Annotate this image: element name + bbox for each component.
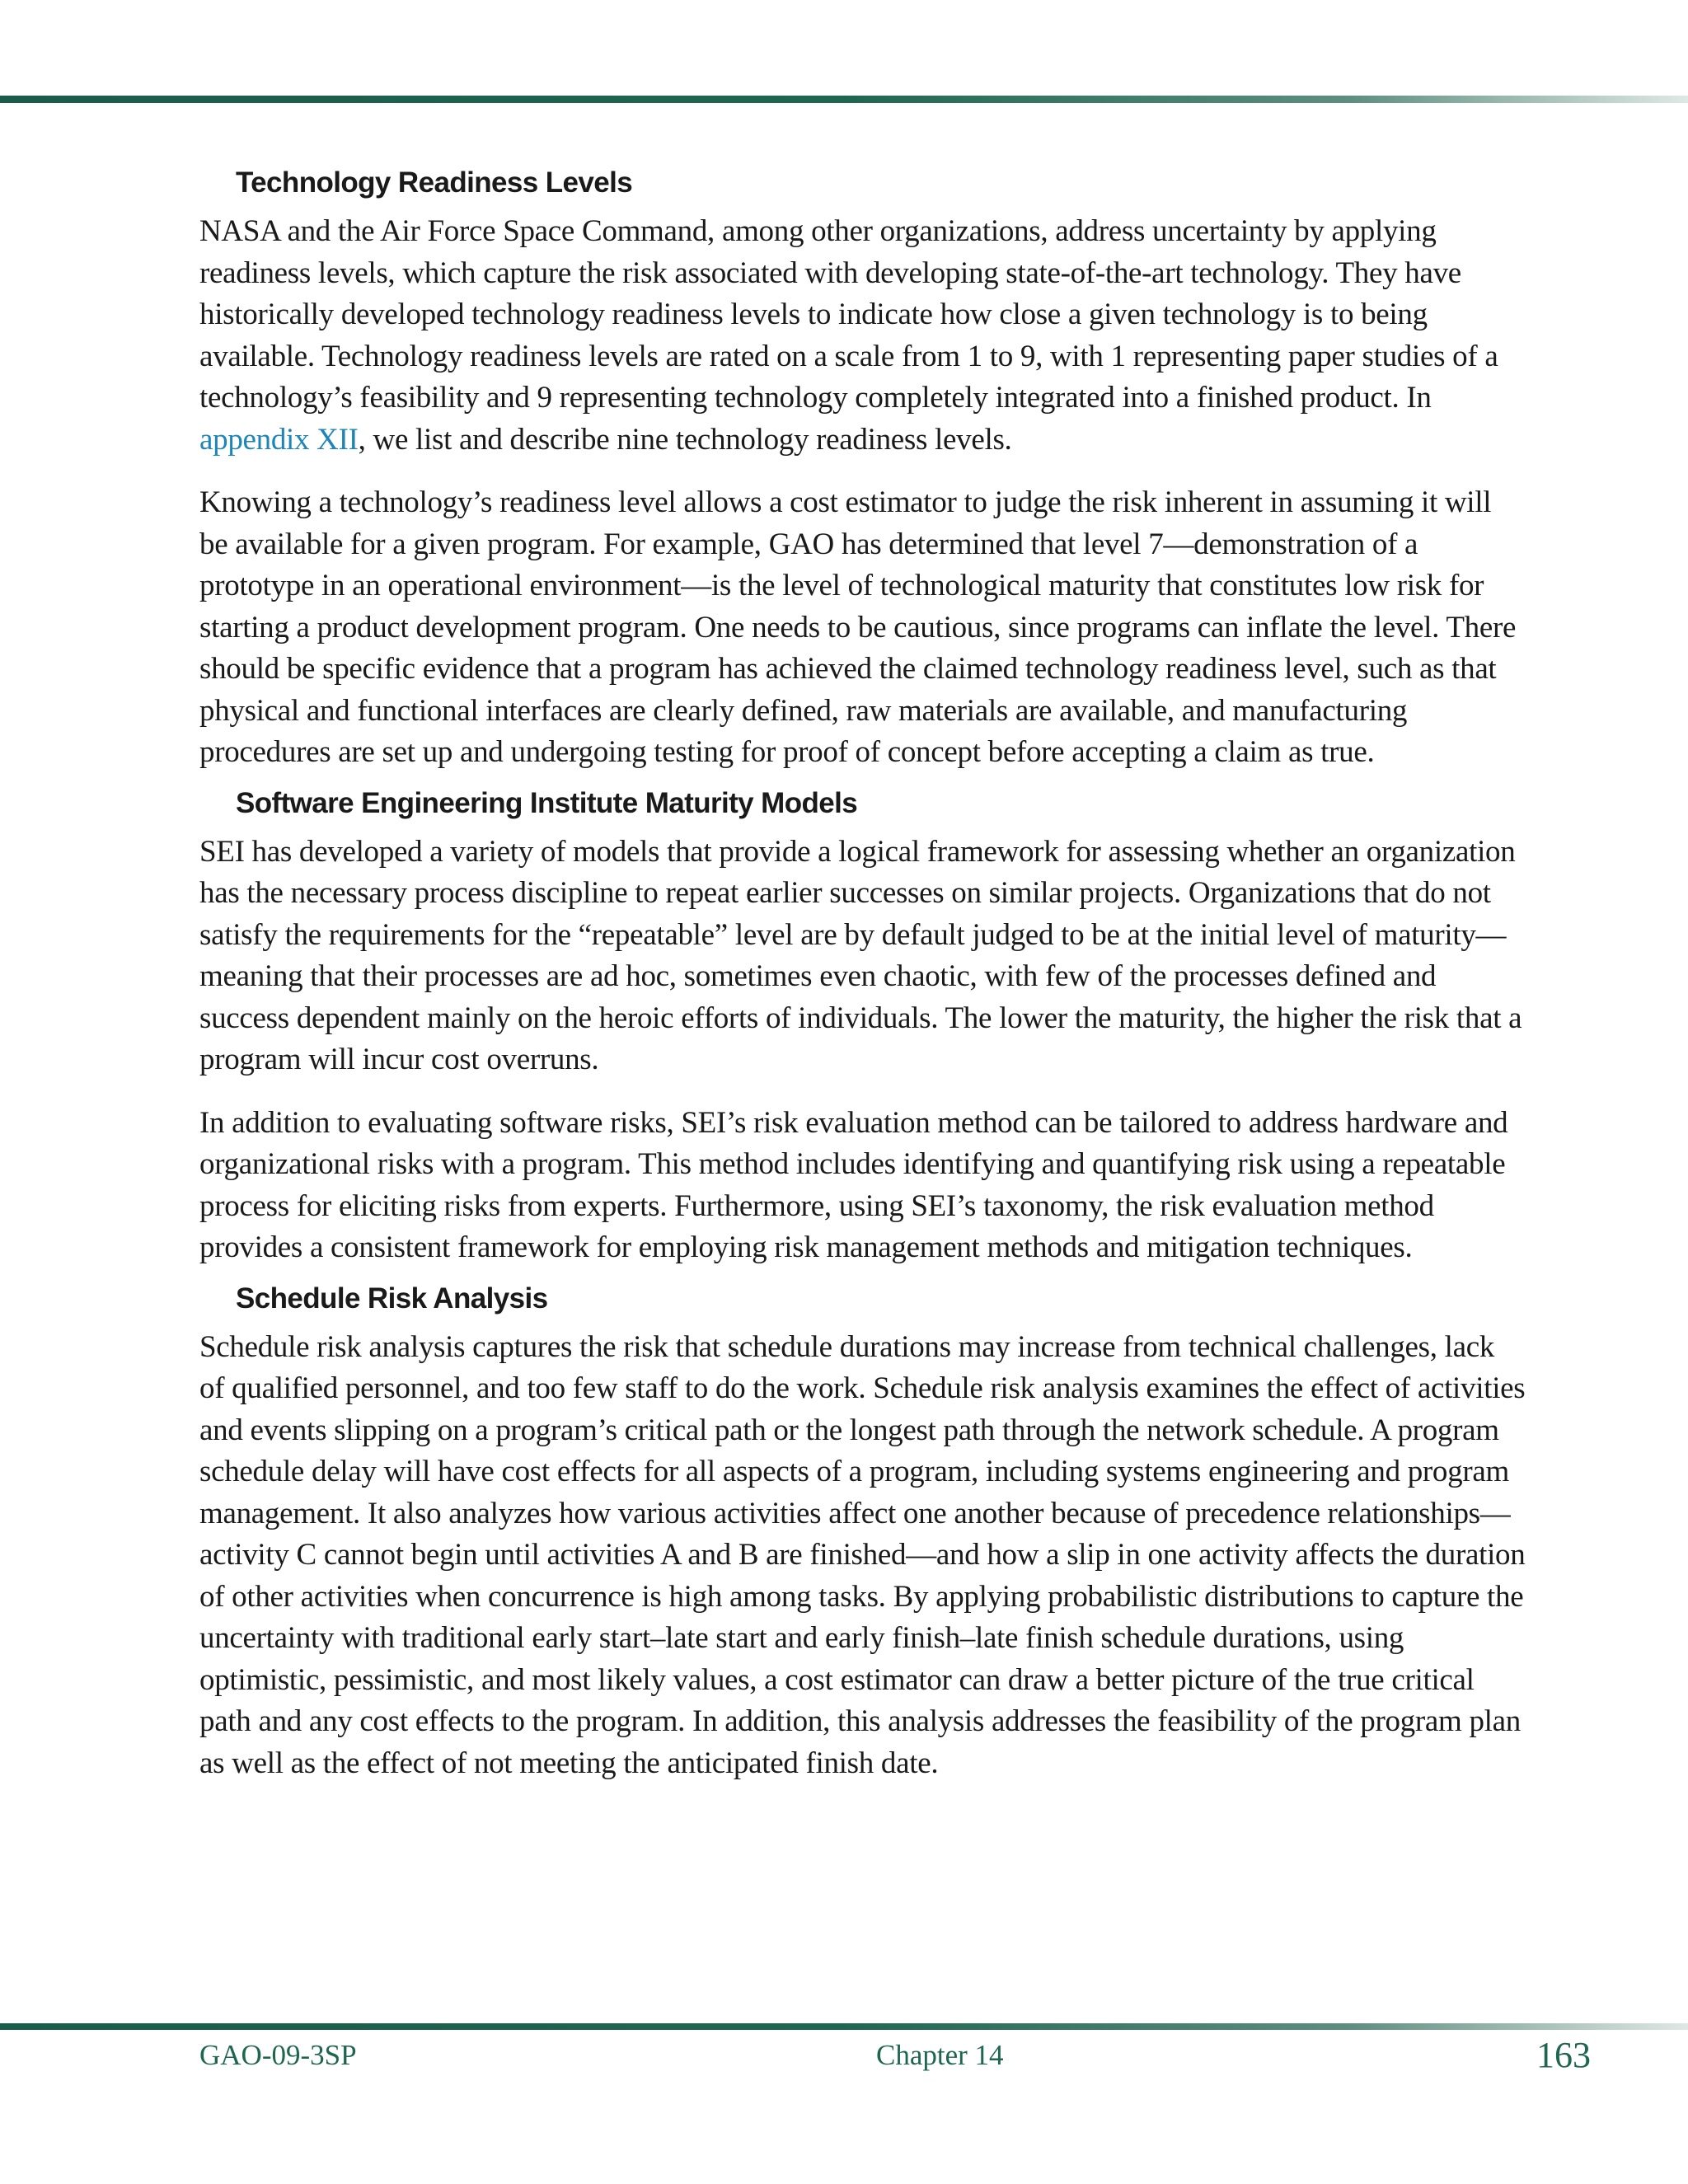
heading-sei-maturity-models: Software Engineering Institute Maturity Models [236,786,858,819]
page-content [199,165,1526,1806]
paragraph-sei-models: SEI has developed a variety of models that provide a logical framework for assessing whether an organization has the necessary process discipline to repeat earlier successes on similar projects. Organizations that do not satisfy the requirements for the “repeatable” level are by default judged to be at the initial level of maturity—meaning that their processes are ad hoc, sometimes even chaotic, with few of the processes defined and success dependent mainly on the heroic efforts of individuals. The lower the maturity, the higher the risk that a program will incur cost overruns. [199,834,1522,1076]
paragraph-trl-intro [199,211,1526,461]
top-rule [0,96,1688,103]
paragraph-trl-knowing: Knowing a technology’s readiness level allows a cost estimator to judge the risk inherent in assuming it will be available for a given program. For example, GAO has determined that level 7—demonstration of a prototype in an operational environment—is the level of technological maturity that constitutes low risk for starting a product development program. One needs to be cautious, since programs can inflate the level. There should be specific evidence that a program has achieved the claimed technology readiness level, such as that physical and functional interfaces are clearly defined, raw materials are available, and manufacturing procedures are set up and undergoing testing for proof of concept before accepting a claim as true. [199,485,1517,769]
paragraph-schedule-risk: Schedule risk analysis captures the risk that schedule durations may increase from technical challenges, lack of qualified personnel, and too few staff to do the work. Schedule risk analysis examines the effect of activities and events slipping on a program’s critical path or the longest path through the network schedule. A program schedule delay will have cost effects for all aspects of a program, including systems engineering and program management. It also analyzes how various activities affect one another because of precedence relationships—activity C cannot begin until activities A and B are finished—and how a slip in one activity affects the duration of other activities when concurrence is high among tasks. By applying probabilistic distributions to capture the uncertainty with traditional early start–late start and early finish–late finish schedule durations, using optimistic, pessimistic, and most likely values, a cost estimator can draw a better picture of the true critical path and any cost effects to the program. In addition, this analysis addresses the feasibility of the program plan as well as the effect of not meeting the anticipated finish date. [199,1329,1526,1780]
paragraph-sei-risk-evaluation: In addition to evaluating software risks, SEI’s risk evaluation method can be tailored to address hardware and organizational risks with a program. This method includes identifying and quantifying risk using a repeatable process for eliciting risks from experts. Furthermore, using SEI’s taxonomy, the risk evaluation method provides a consistent framework for employing risk management methods and mitigation techniques. [199,1105,1508,1264]
appendix-xii-link[interactable]: appendix XII [199,422,359,457]
page-number: 163 [1536,2035,1591,2075]
footer-chapter: Chapter 14 [876,2039,1004,2071]
paragraph-text: , we list and describe nine technology readiness levels. [358,422,1012,457]
bottom-rule [0,2023,1688,2030]
page-footer [0,2034,1688,2083]
heading-schedule-risk-analysis: Schedule Risk Analysis [236,1282,548,1315]
heading-technology-readiness-levels: Technology Readiness Levels [236,166,633,199]
paragraph-text: NASA and the Air Force Space Command, among other organizations, address uncertainty by applying readiness levels, which capture the risk associated with developing state-of-the-art technology. They have historically developed technology readiness levels to indicate how close a given technology is to being available. Technology readiness levels are rated on a scale from 1 to 9, with 1 representing paper studies of a technology’s feasibility and 9 representing technology completely integrated into a finished product. In [199,214,1498,415]
footer-report-id: GAO-09-3SP [199,2039,357,2071]
